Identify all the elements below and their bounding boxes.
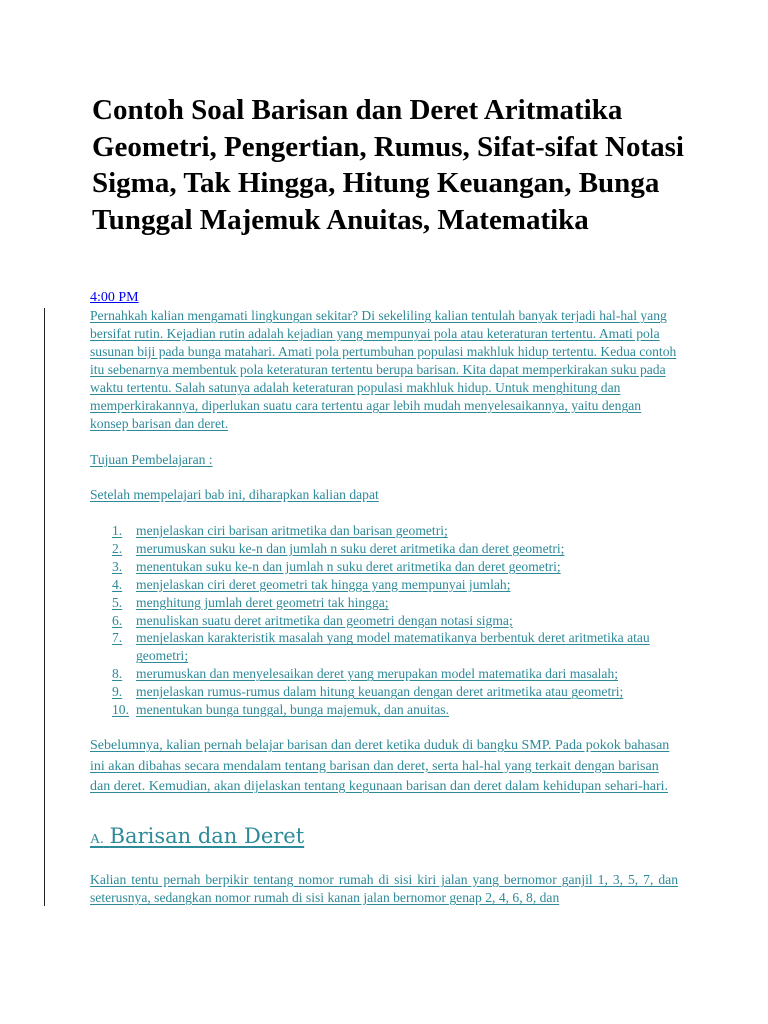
objective-text: menuliskan suatu deret aritmetika dan geometri dengan notasi sigma; [136,612,513,628]
objectives-list [112,522,682,719]
section-heading [90,823,304,850]
left-margin-rule [44,308,45,906]
objective-text: menghitung jumlah deret geometri tak hingga; [136,594,389,610]
objective-text: menjelaskan karakteristik masalah yang model matematikanya berbentuk deret aritmetika atau geometri; [136,630,650,664]
objective-item [112,701,682,719]
objective-item [112,612,682,630]
objective-text: menentukan suku ke-n dan jumlah n suku deret aritmetika dan deret geometri; [136,558,561,574]
objective-item [112,540,682,558]
objective-item [112,665,682,683]
objective-item [112,683,682,701]
objective-text: merumuskan dan menyelesaikan deret yang merupakan model matematika dari masalah; [136,666,619,682]
page-title: Contoh Soal Barisan dan Deret Aritmatika Geometri, Pengertian, Rumus, Sifat-sifat Notasi Sigma, Tak Hingga, Hitung Keuangan, Bunga Tunggal Majemuk Anuitas, Matematika [92,94,684,236]
goals-heading: Tujuan Pembelajaran : [90,452,213,467]
objective-item [112,594,682,612]
objective-text: menentukan bunga tunggal, bunga majemuk, dan anuitas. [136,702,449,718]
objective-text: menjelaskan rumus-rumus dalam hitung keuangan dengan deret aritmetika atau geometri; [136,684,624,700]
objective-number: 6. [112,612,123,628]
objective-number: 9. [112,684,123,700]
objective-number: 10. [112,702,129,718]
goals-intro: Setelah mempelajari bab ini, diharapkan kalian dapat [90,487,379,502]
objective-number: 2. [112,540,123,556]
objective-item [112,576,682,594]
objective-number: 1. [112,523,123,538]
objective-item [112,629,682,665]
objective-text: menjelaskan ciri barisan aritmetika dan barisan geometri; [136,523,448,538]
before-paragraph: Sebelumnya, kalian pernah belajar barisan dan deret ketika duduk di bangku SMP. Pada pokok bahasan ini akan dibahas secara mendalam tentang barisan dan deret, serta hal-hal yang terkait dengan barisan dan deret. Kemudian, akan dijelaskan tentang kegunaan barisan dan deret dalam kehidupan sehari-hari. [90,738,670,794]
objective-text: merumuskan suku ke-n dan jumlah n suku deret aritmetika dan deret geometri; [136,540,565,556]
section-title: Barisan dan Deret [109,824,305,848]
objective-text: menjelaskan ciri deret geometri tak hingga yang mempunyai jumlah; [136,576,511,592]
objective-number: 8. [112,666,123,682]
section-paragraph: Kalian tentu pernah berpikir tentang nomor rumah di sisi kiri jalan yang bernomor ganjil 1, 3, 5, 7, dan seterusnya, sedangkan nomor rumah di sisi kanan jalan bernomor genap 2, 4, 6, 8, dan [90,872,678,905]
section-letter: A. [90,832,104,847]
objective-item [112,522,682,540]
post-time-link[interactable]: 4:00 PM [90,290,139,305]
intro-paragraph: Pernahkah kalian mengamati lingkungan sekitar? Di sekeliling kalian tentulah banyak terjadi hal-hal yang bersifat rutin. Kejadian rutin adalah kejadian yang mempunyai pola atau keteraturan tertentu. Amati pola susunan biji pada bunga matahari. Amati pola pertumbuhan populasi makhluk hidup tertentu. Kedua contoh itu sebenarnya membentuk pola keteraturan tertentu berupa barisan. Kita dapat memperkirakan suku pada waktu tertentu. Salah satunya adalah keteraturan populasi makhluk hidup. Untuk menghitung dan memperkirakannya, diperlukan suatu cara tertentu agar lebih mudah menyelesaikannya, yaitu dengan konsep barisan dan deret. [90,308,677,431]
objective-number: 4. [112,576,123,592]
objective-number: 7. [112,630,123,646]
objective-item [112,558,682,576]
objective-number: 3. [112,558,123,574]
objective-number: 5. [112,594,123,610]
